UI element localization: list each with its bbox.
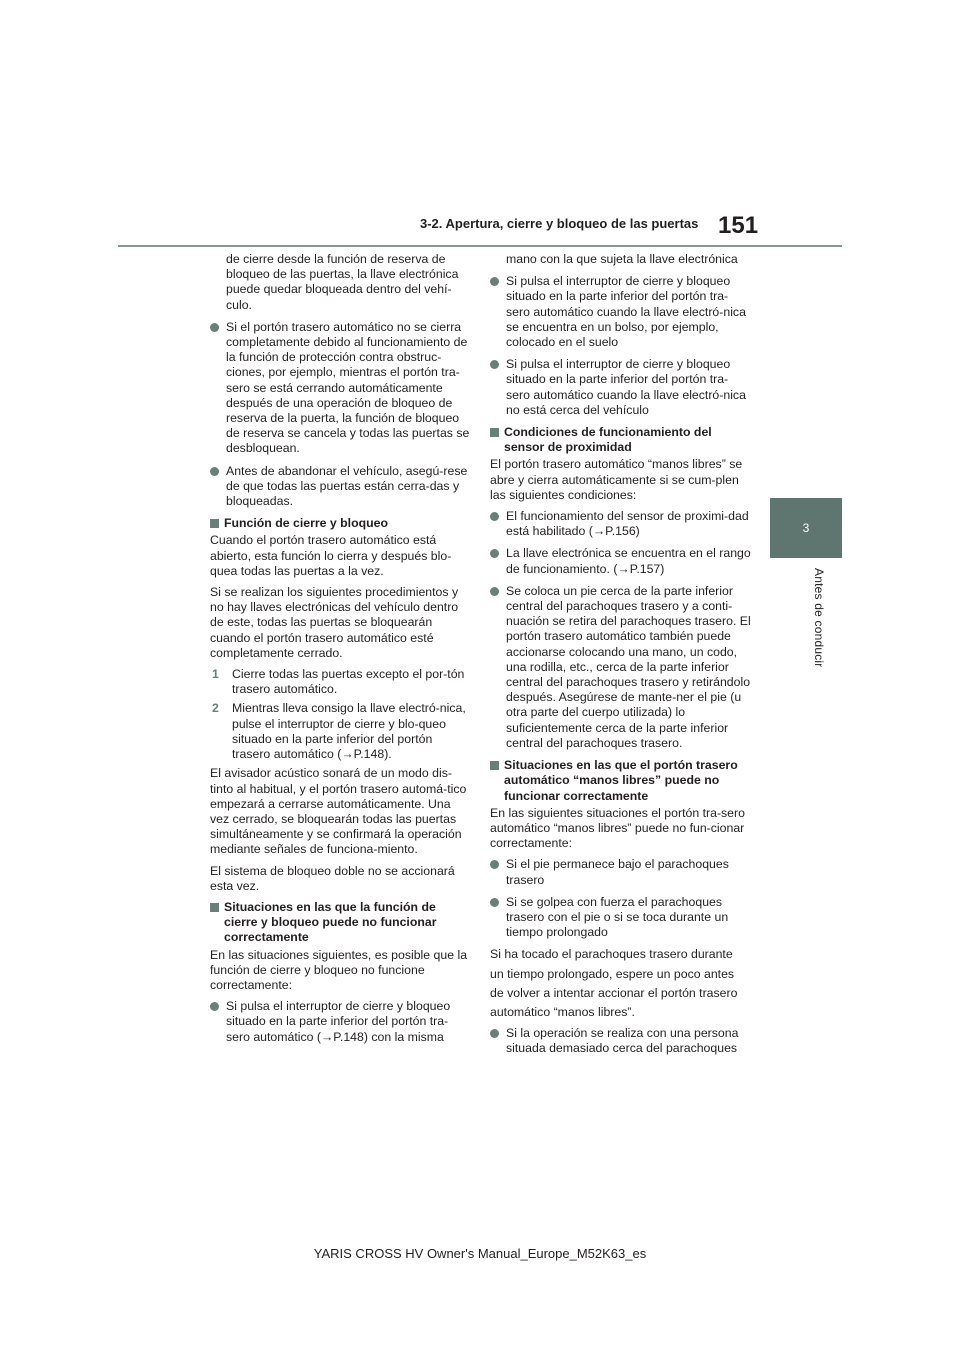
heading-text: Situaciones en las que la función de cierre y bloqueo puede no funcionar correctamente: [224, 899, 437, 945]
paragraph: En las situaciones siguientes, es posible que la función de cierre y bloqueo no funcione correctamente:: [210, 947, 468, 992]
bullet-text: Si pulsa el interruptor de cierre y bloqueo situado en la parte inferior del portón tra-sero automático cuando la llave electró-nica se encuentra en un bolso, por ejemplo, colocado en el suelo: [506, 274, 746, 350]
section-title: 3-2. Apertura, cierre y bloqueo de las puertas: [420, 216, 699, 231]
step-number: 2: [212, 701, 219, 716]
bullet-text: El funcionamiento del sensor de proximi-dad está habilitado (→P.156): [506, 509, 749, 539]
heading-text: Situaciones en las que el portón trasero automático “manos libres” puede no funcionar correctamente: [504, 758, 738, 803]
bullet-item: [490, 509, 752, 539]
paragraph: El portón trasero automático “manos libres” se abre y cierra automáticamente si se cum-plen las siguientes condiciones:: [490, 457, 743, 502]
paragraph: En las siguientes situaciones el portón tra-sero automático “manos libres” puede no fun-cionar correctamente:: [490, 805, 745, 851]
bullet-dot-icon: [490, 1029, 499, 1038]
bullet-dot-icon: [490, 898, 499, 907]
bullet-item: [210, 320, 472, 457]
paragraph-line: Si ha tocado el parachoques trasero durante: [490, 947, 733, 962]
bullet-text: Si pulsa el interruptor de cierre y bloqueo situado en la parte inferior del portón tra-sero automático (→P.148) con la misma: [226, 999, 451, 1044]
bullet-text: Si se golpea con fuerza el parachoques trasero con el pie o si se toca durante un tiempo prolongado: [506, 894, 729, 940]
chapter-side-label: Antes de conducir: [812, 568, 826, 668]
footer-manual-id: YARIS CROSS HV Owner's Manual_Europe_M52K63_es: [313, 1246, 647, 1261]
bullet-text: Si el portón trasero automático no se cierra completamente debido al funcionamiento de la función de protección contra obstruc-ciones, por ejemplo, mientras el portón tra-sero se está cerrando automáticamente después de una operación de bloqueo de reserva de la puerta, la función de bloqueo de reserva se cancela y todas las puertas se desbloquean.: [226, 319, 470, 456]
heading-text: Función de cierre y bloqueo: [224, 516, 388, 531]
bullet-dot-icon: [490, 512, 499, 521]
paragraph-line: automático “manos libres”.: [490, 1004, 635, 1019]
paragraph: El sistema de bloqueo doble no se accionará esta vez.: [210, 863, 455, 893]
square-bullet-icon: [210, 519, 219, 528]
square-bullet-icon: [490, 761, 499, 770]
continued-text: de cierre desde la función de reserva de bloqueo de las puertas, la llave electrónica puede quedar bloqueada dentro del vehí-culo.: [226, 252, 459, 312]
bullet-text: Se coloca un pie cerca de la parte inferior central del parachoques trasero y a conti-nuación se retira del parachoques trasero. El portón trasero automático también puede accionarse colocando una mano, un codo, una rodilla, etc., cerca de la parte inferior central del parachoques trasero y retirándolo después. Asegúrese de mante-ner el pie (u otra parte del cuerpo utilizada) lo suficientemente cerca de la parte inferior central del parachoques trasero.: [506, 583, 751, 750]
paragraph: Si se realizan los siguientes procedimientos y no hay llaves electrónicas del vehículo dentro de este, todas las puertas se bloquearán cuando el portón trasero automático esté completamente cerrado.: [210, 585, 459, 660]
paragraph-line: un tiempo prolongado, espere un poco antes: [490, 966, 735, 981]
bullet-item: [490, 274, 752, 350]
bullet-text: Si pulsa el interruptor de cierre y bloqueo situado en la parte inferior del portón tra-sero automático cuando la llave electró-nica no está cerca del vehículo: [506, 357, 746, 417]
paragraph: Cuando el portón trasero automático está abierto, esta función lo cierra y después blo-quea todas las puertas a la vez.: [210, 533, 452, 578]
bullet-text: Antes de abandonar el vehículo, asegú-rese de que todas las puertas están cerra-das y bloqueadas.: [226, 463, 468, 509]
subsection-heading: [490, 425, 752, 455]
bullet-item: [490, 546, 752, 576]
bullet-dot-icon: [490, 549, 499, 558]
bullet-item: [210, 999, 472, 1045]
subsection-heading: [210, 900, 472, 946]
step-number: 1: [212, 667, 219, 682]
step-item: [210, 701, 472, 762]
header-divider: [118, 245, 842, 247]
bullet-dot-icon: [210, 467, 219, 476]
square-bullet-icon: [210, 903, 219, 912]
chapter-tab: [770, 498, 842, 558]
paragraph-line: de volver a intentar accionar el portón trasero: [490, 985, 738, 1000]
right-column: [490, 252, 752, 1064]
paragraph: El avisador acústico sonará de un modo dis-tinto al habitual, y el portón trasero automá-tico empezará a cerrarse automáticamente. Una vez cerrado, se bloquearán todas las puertas simultáneamente y se confirmará la operación mediante señales de funciona-miento.: [210, 766, 467, 857]
bullet-item: [490, 857, 752, 887]
chapter-tab-number: 3: [802, 521, 810, 535]
bullet-dot-icon: [210, 323, 219, 332]
subsection-heading: [490, 758, 752, 804]
bullet-dot-icon: [490, 277, 499, 286]
square-bullet-icon: [490, 428, 499, 437]
bullet-text: Si la operación se realiza con una persona situada demasiado cerca del parachoques: [506, 1026, 739, 1056]
bullet-dot-icon: [490, 360, 499, 369]
bullet-dot-icon: [490, 860, 499, 869]
bullet-item: [490, 584, 752, 751]
step-text: Mientras lleva consigo la llave electró-nica, pulse el interruptor de cierre y blo-queo situado en la parte inferior del portón trasero automático (→P.148).: [232, 701, 466, 762]
page-number: 151: [718, 212, 759, 239]
bullet-text: La llave electrónica se encuentra en el rango de funcionamiento. (→P.157): [506, 546, 751, 576]
bullet-item: [490, 1026, 752, 1056]
subsection-heading: [210, 516, 472, 531]
bullet-dot-icon: [210, 1002, 219, 1011]
bullet-dot-icon: [490, 587, 499, 596]
bullet-item: [490, 895, 752, 941]
bullet-item: [490, 357, 752, 418]
step-item: [210, 667, 472, 697]
continued-text: mano con la que sujeta la llave electrónica: [506, 252, 738, 266]
left-column: [210, 252, 472, 1052]
heading-text: Condiciones de funcionamiento del sensor de proximidad: [504, 425, 712, 455]
bullet-text: Si el pie permanece bajo el parachoques trasero: [506, 857, 729, 887]
bullet-item: [210, 464, 472, 510]
step-text: Cierre todas las puertas excepto el por-tón trasero automático.: [232, 667, 465, 697]
